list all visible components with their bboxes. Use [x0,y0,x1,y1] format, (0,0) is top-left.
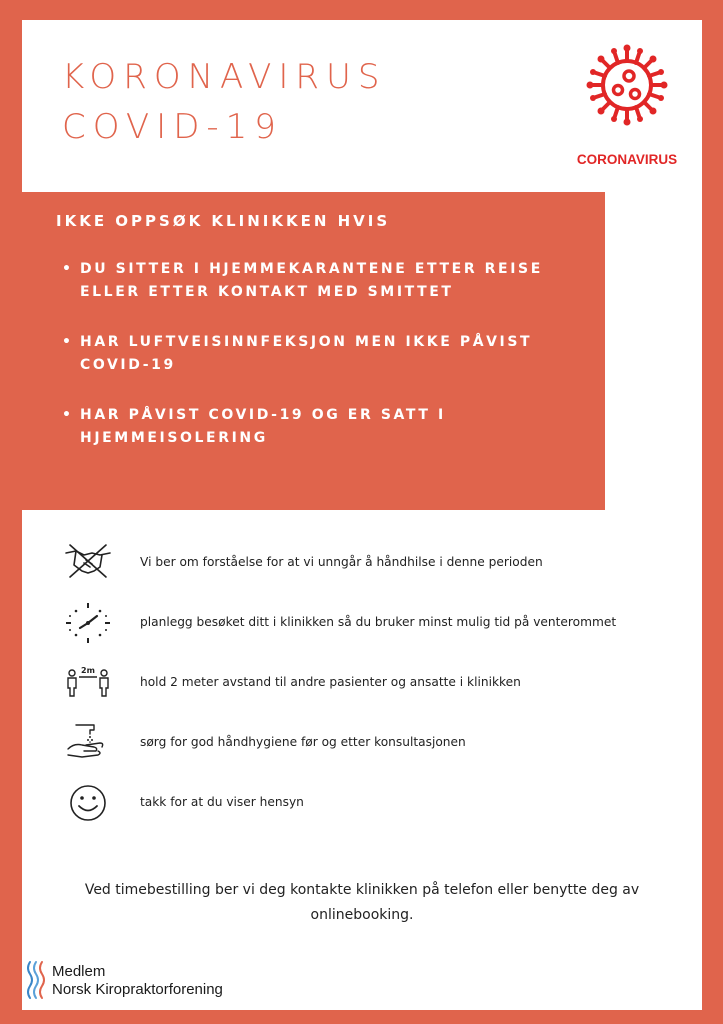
clock-icon [64,601,112,645]
no-handshake-icon [64,541,112,585]
bullet: • [62,261,74,277]
warning-item-text: HAR LUFTVEISINNFEKSJON MEN IKKE PÅVIST COVID-19 [80,334,533,373]
virus-icon [582,40,672,130]
member-badge [22,958,282,1004]
warning-item-text: HAR PÅVIST COVID-19 OG ER SATT I HJEMMEISOLERING [80,407,446,446]
warning-list [62,258,582,477]
advice-text: takk for at du viser hensyn [140,795,304,809]
title-line-1: KORONAVIRUS [62,57,387,97]
poster [22,20,702,1010]
warning-item [62,404,582,450]
distance-label: 2m [81,666,95,675]
member-label: Medlem [52,963,106,980]
bullet: • [62,334,74,350]
waves-logo-icon [26,960,48,1000]
hand-washing-icon [64,721,112,765]
organization-name: Norsk Kiropraktorforening [52,981,223,998]
advice-text: Vi ber om forståelse for at vi unngår å håndhilse i denne perioden [140,555,543,569]
warning-banner [22,192,605,510]
distance-icon [64,661,112,705]
warning-item [62,258,582,304]
bullet: • [62,407,74,423]
smiley-icon [64,781,112,825]
banner-heading: IKKE OPPSØK KLINIKKEN HVIS [56,212,391,230]
advice-text: hold 2 meter avstand til andre pasienter og ansatte i klinikken [140,675,521,689]
advice-text: planlegg besøket ditt i klinikken så du bruker minst mulig tid på venterommet [140,615,617,629]
coronavirus-logo [567,40,687,167]
warning-item [62,331,582,377]
title-line-2: COVID-19 [62,107,283,147]
advice-text: sørg for god håndhygiene før og etter konsultasjonen [140,735,466,749]
booking-note: Ved timebestilling ber vi deg kontakte klinikken på telefon eller benytte deg av onlinebooking. [84,882,640,923]
page-title [62,52,386,152]
logo-label: CORONAVIRUS [576,152,678,167]
warning-item-text: DU SITTER I HJEMMEKARANTENE ETTER REISE ELLER ETTER KONTAKT MED SMITTET [80,261,543,300]
